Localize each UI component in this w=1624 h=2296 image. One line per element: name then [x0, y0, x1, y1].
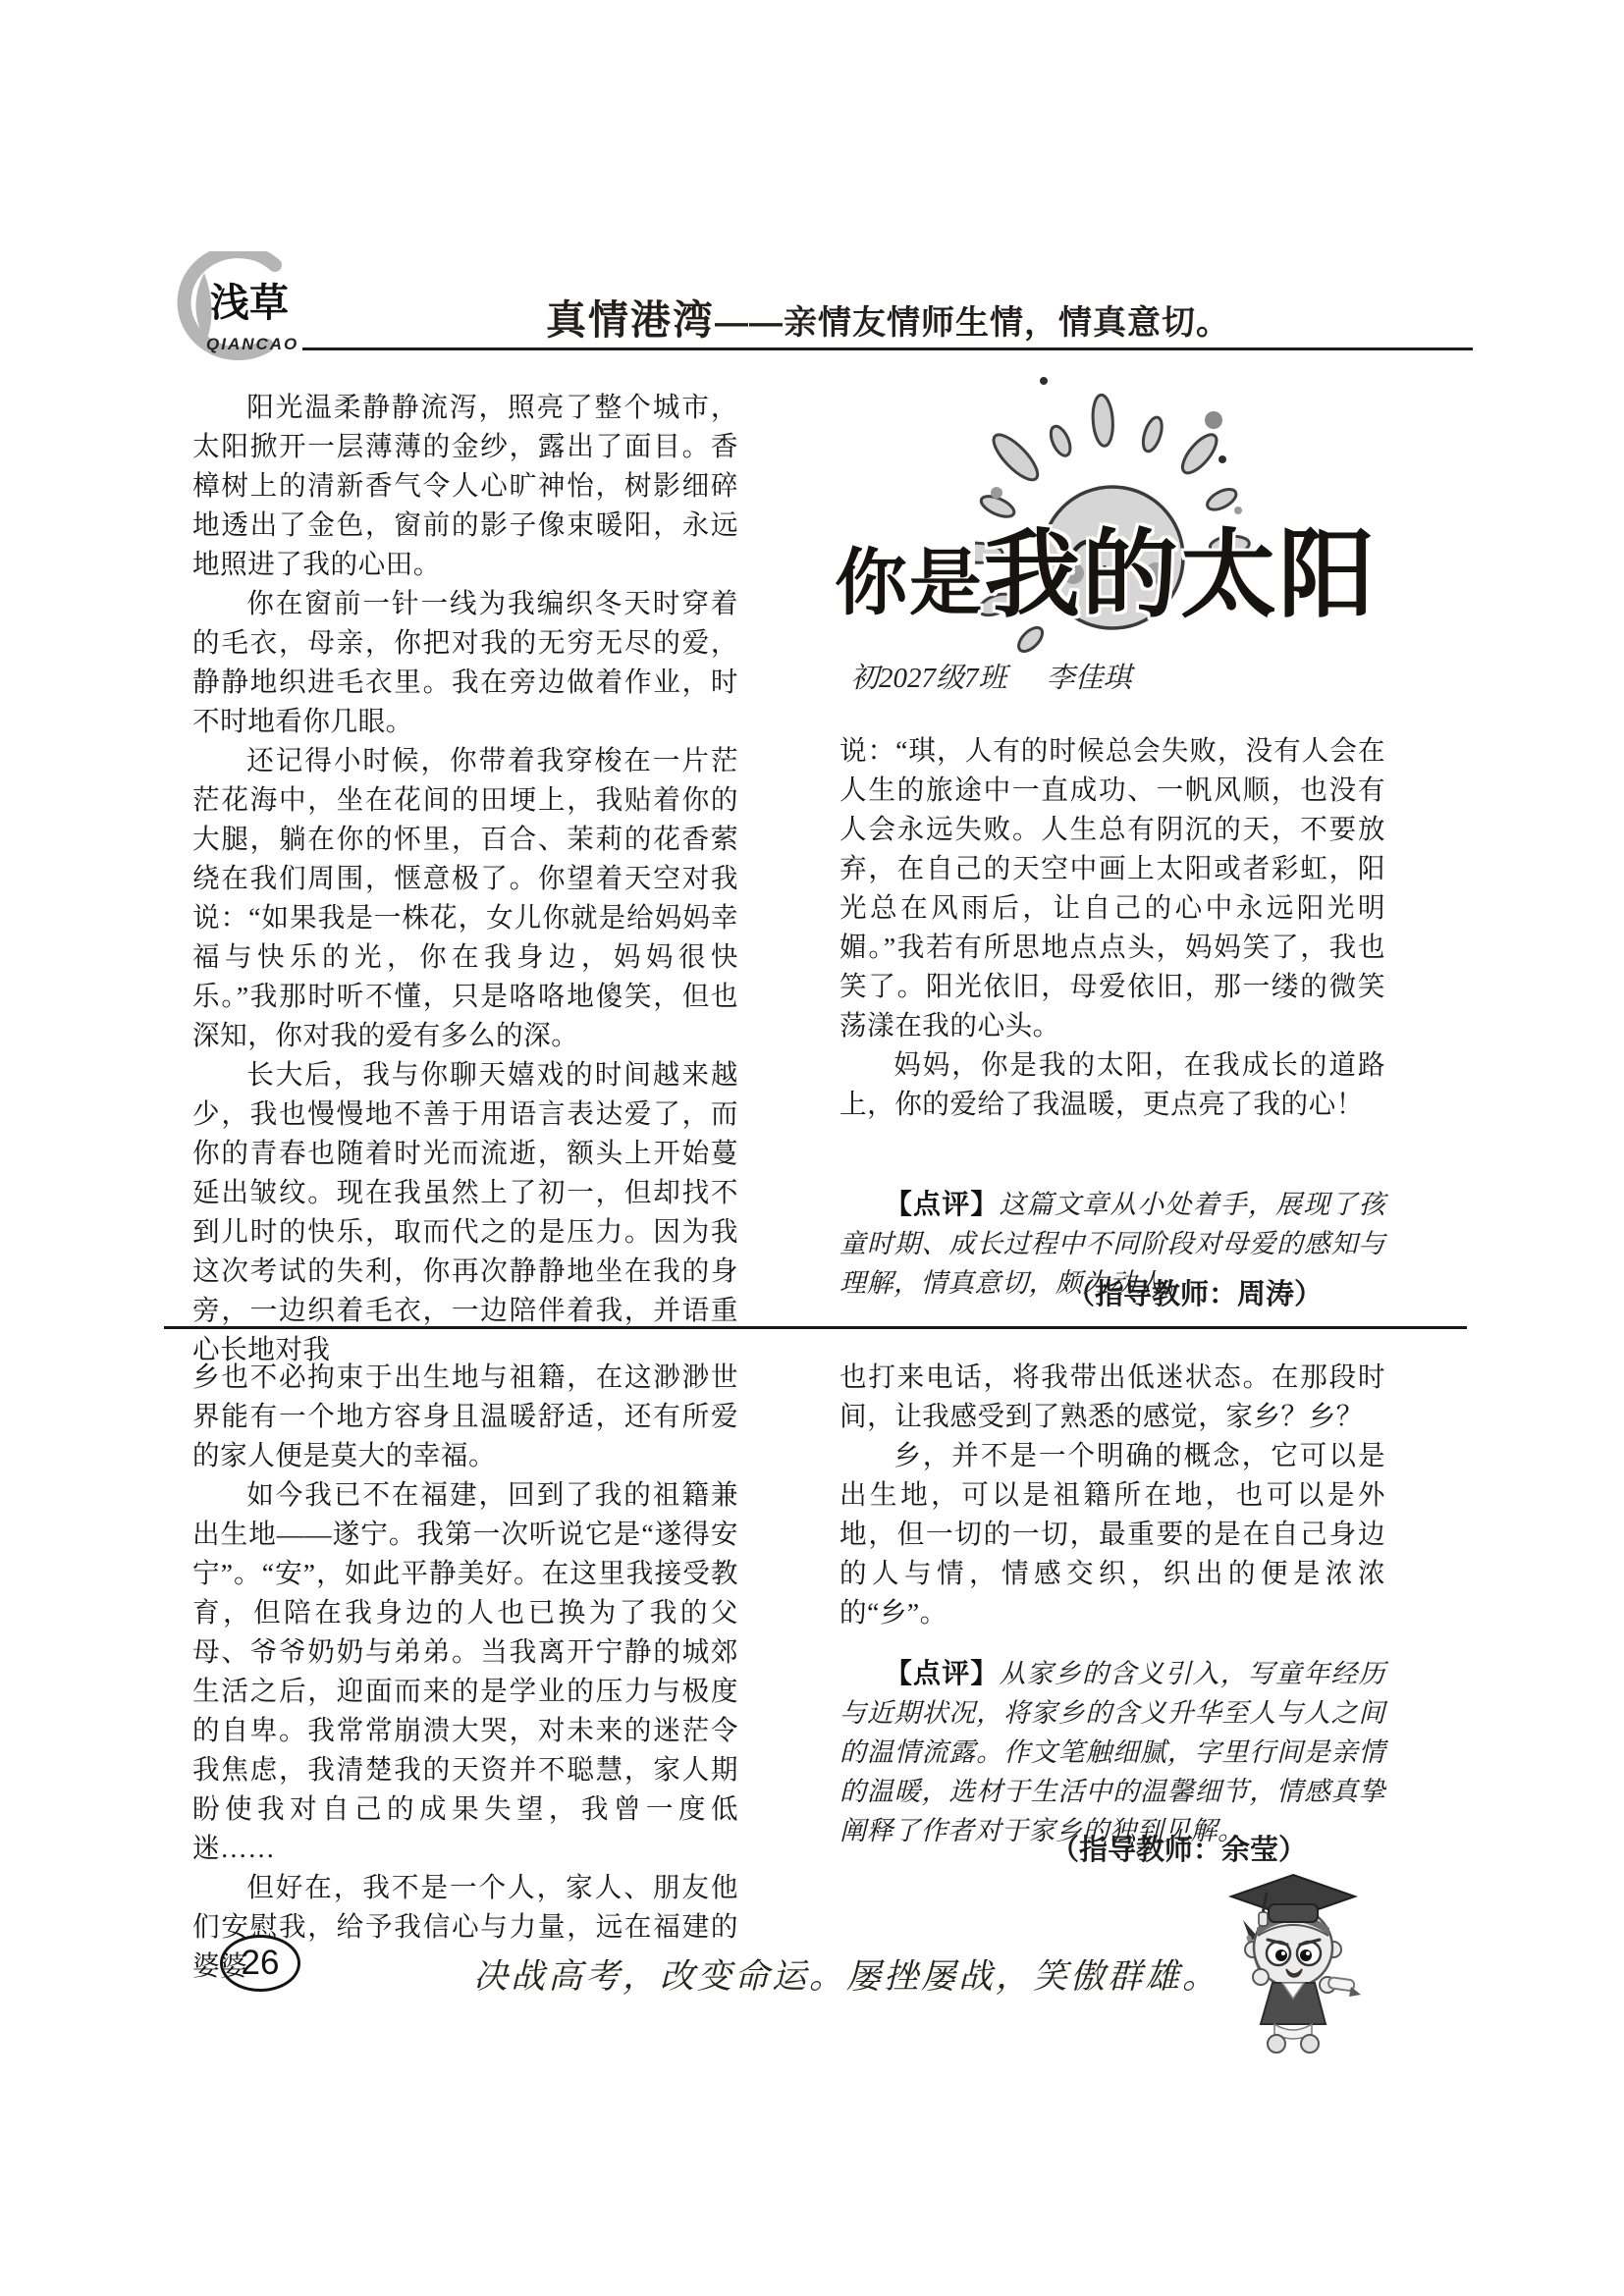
essay1-byline	[850, 656, 1132, 696]
comment-text: 这篇文章从小处着手，展现了孩童时期、成长过程中不同阶段对母爱的感知与理解，情真意切，颇为动人。	[839, 1190, 1385, 1298]
essay2-paragraph: 乡也不必拘束于出生地与祖籍，在这渺渺世界能有一个地方容身且温暖舒适，还有所爱的家人便是莫大的幸福。	[192, 1362, 738, 1470]
essay1-paragraph: 长大后，我与你聊天嬉戏的时间越来越少，我也慢慢地不善于用语言表达爱了，而你的青春也随着时光而流逝，额头上开始蔓延出皱纹。现在我虽然上了初一，但却找不到儿时的快乐，取而代之的是压力。因为我这次考试的失利，你再次静静地坐在我的身旁，一边织着毛衣，一边陪伴着我，并语重心长地对我	[192, 1059, 738, 1364]
essay1-title-small: 你是	[835, 542, 984, 623]
essay1-paragraph: 妈妈，你是我的太阳，在我成长的道路上，你的爱给了我温暖，更点亮了我的心！	[839, 1049, 1385, 1119]
essay1-paragraph: 你在窗前一针一线为我编织冬天时穿着的毛衣，母亲，你把对我的无穷无尽的爱，静静地织进毛衣里。我在旁边做着作业，时不时地看你几眼。	[192, 588, 738, 736]
comment-label: 【点评】	[884, 1658, 1000, 1688]
essay2-paragraph: 但好在，我不是一个人，家人、朋友他们安慰我，给予我信心与力量，远在福建的婆婆	[192, 1872, 738, 1981]
header-rule	[302, 347, 1473, 350]
essay2-teacher-credit: （指导教师：余莹）	[1050, 1835, 1307, 1866]
essay1-teacher-credit: （指导教师：周涛）	[1065, 1279, 1323, 1310]
essay2-editor-comment	[839, 1654, 1385, 1850]
essay2-right-column	[839, 1358, 1385, 1632]
byline-author: 李佳琪	[1046, 663, 1132, 694]
section-subtitle: 亲情友情师生情，情真意切。	[784, 304, 1230, 342]
comment-label: 【点评】	[884, 1189, 1000, 1219]
comment-text: 从家乡的含义引入，写童年经历与近期状况，将家乡的含义升华至人与人之间的温情流露。作文笔触细腻，字里行间是亲情的温暖，选材于生活中的温馨细节，情感真挚阐释了作者对于家乡的独到见解。	[839, 1659, 1385, 1845]
essay2-paragraph: 乡，并不是一个明确的概念，它可以是出生地，可以是祖籍所在地，也可以是外地，但一切的一切，最重要的是在自己身边的人与情，情感交织，织出的便是浓浓的“乡”。	[839, 1440, 1385, 1628]
essay1-paragraph: 还记得小时候，你带着我穿梭在一片茫茫花海中，坐在花间的田埂上，我贴着你的大腿，躺在你的怀里，百合、茉莉的花香萦绕在我们周围，惬意极了。你望着天空对我说：“如果我是一株花，女儿你就是给妈妈幸福与快乐的光，你在我身边，妈妈很快乐。”我那时听不懂，只是咯咯地傻笑，但也深知，你对我的爱有多么的深。	[192, 745, 738, 1050]
section-dash: ——	[715, 304, 784, 342]
essay1-paragraph: 说：“琪，人有的时候总会失败，没有人会在人生的旅途中一直成功、一帆风顺，也没有人会永远失败。人生总有阴沉的天，不要放弃，在自己的天空中画上太阳或者彩虹，阳光总在风雨后，让自己的心中永远阳光明媚。”我若有所思地点点头，妈妈笑了，我也笑了。阳光依旧，母爱依旧，那一缕的微笑荡漾在我的心头。	[839, 735, 1385, 1041]
byline-class: 初2027级7班	[850, 663, 1007, 694]
footer-slogan: 决战高考，改变命运。屡挫屡战，笑傲群雄。	[472, 1957, 1219, 1996]
essay2-paragraph: 也打来电话，将我带出低迷状态。在那段时间，让我感受到了熟悉的感觉，家乡？乡？	[839, 1362, 1385, 1431]
section-header	[546, 288, 1233, 346]
essay1-right-column	[839, 731, 1385, 1124]
essay2-left-column	[192, 1358, 738, 1986]
section-divider	[164, 1326, 1467, 1329]
essay2-paragraph: 如今我已不在福建，回到了我的祖籍兼出生地——遂宁。我第一次听说它是“遂得安宁”。“安”，如此平静美好。在这里我接受教育，但陪在我身边的人也已换为了我的父母、爷爷奶奶与弟弟。当我离开宁静的城郊生活之后，迎面而来的是学业的压力与极度的自卑。我常常崩溃大哭，对未来的迷茫令我焦虑，我清楚我的天资并不聪慧，家人期盼使我对自己的成果失望，我曾一度低迷……	[192, 1479, 738, 1863]
logo-en-text: QIANCAO	[206, 335, 299, 353]
section-title: 真情港湾	[546, 297, 715, 343]
page-number-value: 26	[241, 1944, 280, 1982]
essay1-left-column	[192, 388, 738, 1369]
logo-cn-text: 浅草	[210, 281, 289, 325]
essay1-title-large: 我的太阳	[984, 520, 1378, 628]
essay1-title	[835, 520, 1378, 628]
graduate-mascot-icon	[1214, 1871, 1373, 2069]
essay1-paragraph: 阳光温柔静静流泻，照亮了整个城市，太阳掀开一层薄薄的金纱，露出了面目。香樟树上的清新香气令人心旷神怡，树影细碎地透出了金色，窗前的影子像束暖阳，永远地照进了我的心田。	[192, 392, 738, 579]
